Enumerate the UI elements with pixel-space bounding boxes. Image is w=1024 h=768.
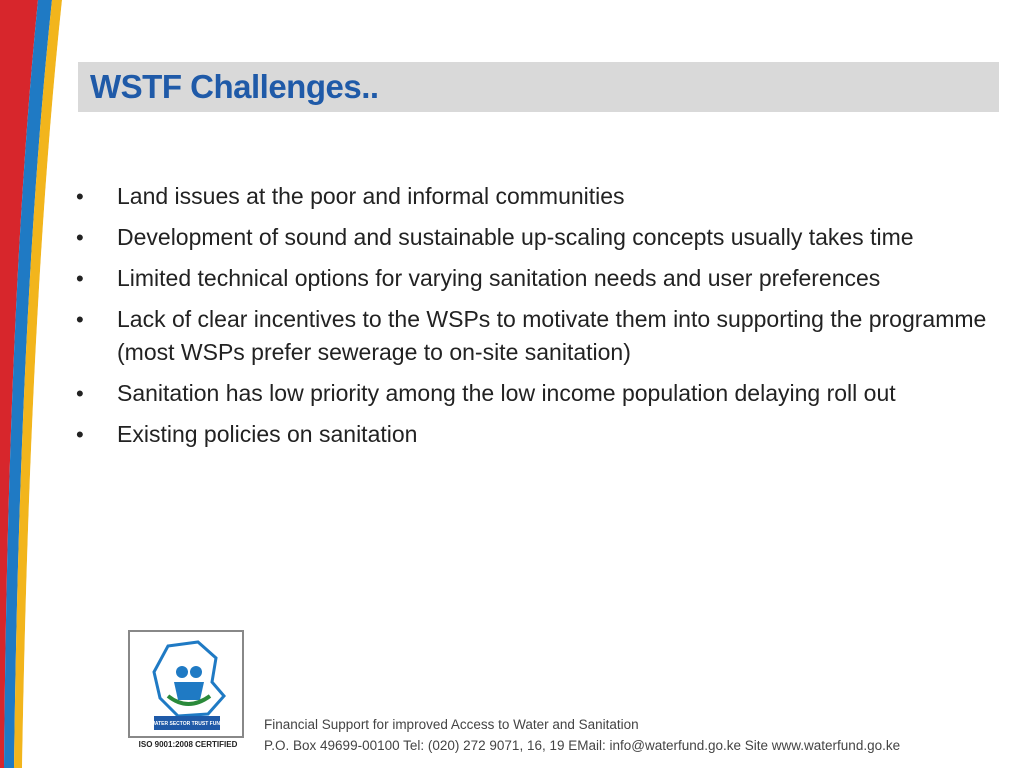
bullet-text: Lack of clear incentives to the WSPs to motivate them into supporting the programme (most WSPs prefer sewerage to on-site sanitation) xyxy=(117,306,987,365)
bullet-dot: • xyxy=(76,307,84,332)
iso-certified-label: ISO 9001:2008 CERTIFIED xyxy=(138,740,238,749)
footer-line-2: P.O. Box 49699-00100 Tel: (020) 272 9071, 16, 19 EMail: info@waterfund.go.ke Site www.waterfund.go.ke xyxy=(264,738,901,753)
bullet-dot: • xyxy=(76,381,84,406)
bullet-item xyxy=(76,262,1006,295)
logo-label: WATER SECTOR TRUST FUND xyxy=(150,721,224,727)
bullet-item xyxy=(76,221,1006,254)
bullet-text: Development of sound and sustainable up-scaling concepts usually takes time xyxy=(117,224,914,250)
bullet-item xyxy=(76,377,1006,410)
bullet-item xyxy=(76,303,1006,369)
footer xyxy=(264,714,900,756)
bullet-item xyxy=(76,180,1006,213)
kenya-map-people-icon xyxy=(138,636,236,734)
slide-title: WSTF Challenges.. xyxy=(90,68,379,105)
bullet-dot: • xyxy=(76,266,84,291)
bullet-dot: • xyxy=(76,225,84,250)
bullet-item xyxy=(76,418,1006,451)
bullet-text: Sanitation has low priority among the low income population delaying roll out xyxy=(117,380,896,406)
bullet-dot: • xyxy=(76,422,84,447)
bullet-list xyxy=(76,180,1006,459)
footer-line-1: Financial Support for improved Access to Water and Sanitation xyxy=(264,717,639,732)
wstf-logo xyxy=(128,630,244,738)
bullet-text: Land issues at the poor and informal communities xyxy=(117,183,625,209)
bullet-dot: • xyxy=(76,184,84,209)
bullet-text: Existing policies on sanitation xyxy=(117,421,418,447)
title-bar xyxy=(78,62,999,112)
bullet-text: Limited technical options for varying sanitation needs and user preferences xyxy=(117,265,881,291)
